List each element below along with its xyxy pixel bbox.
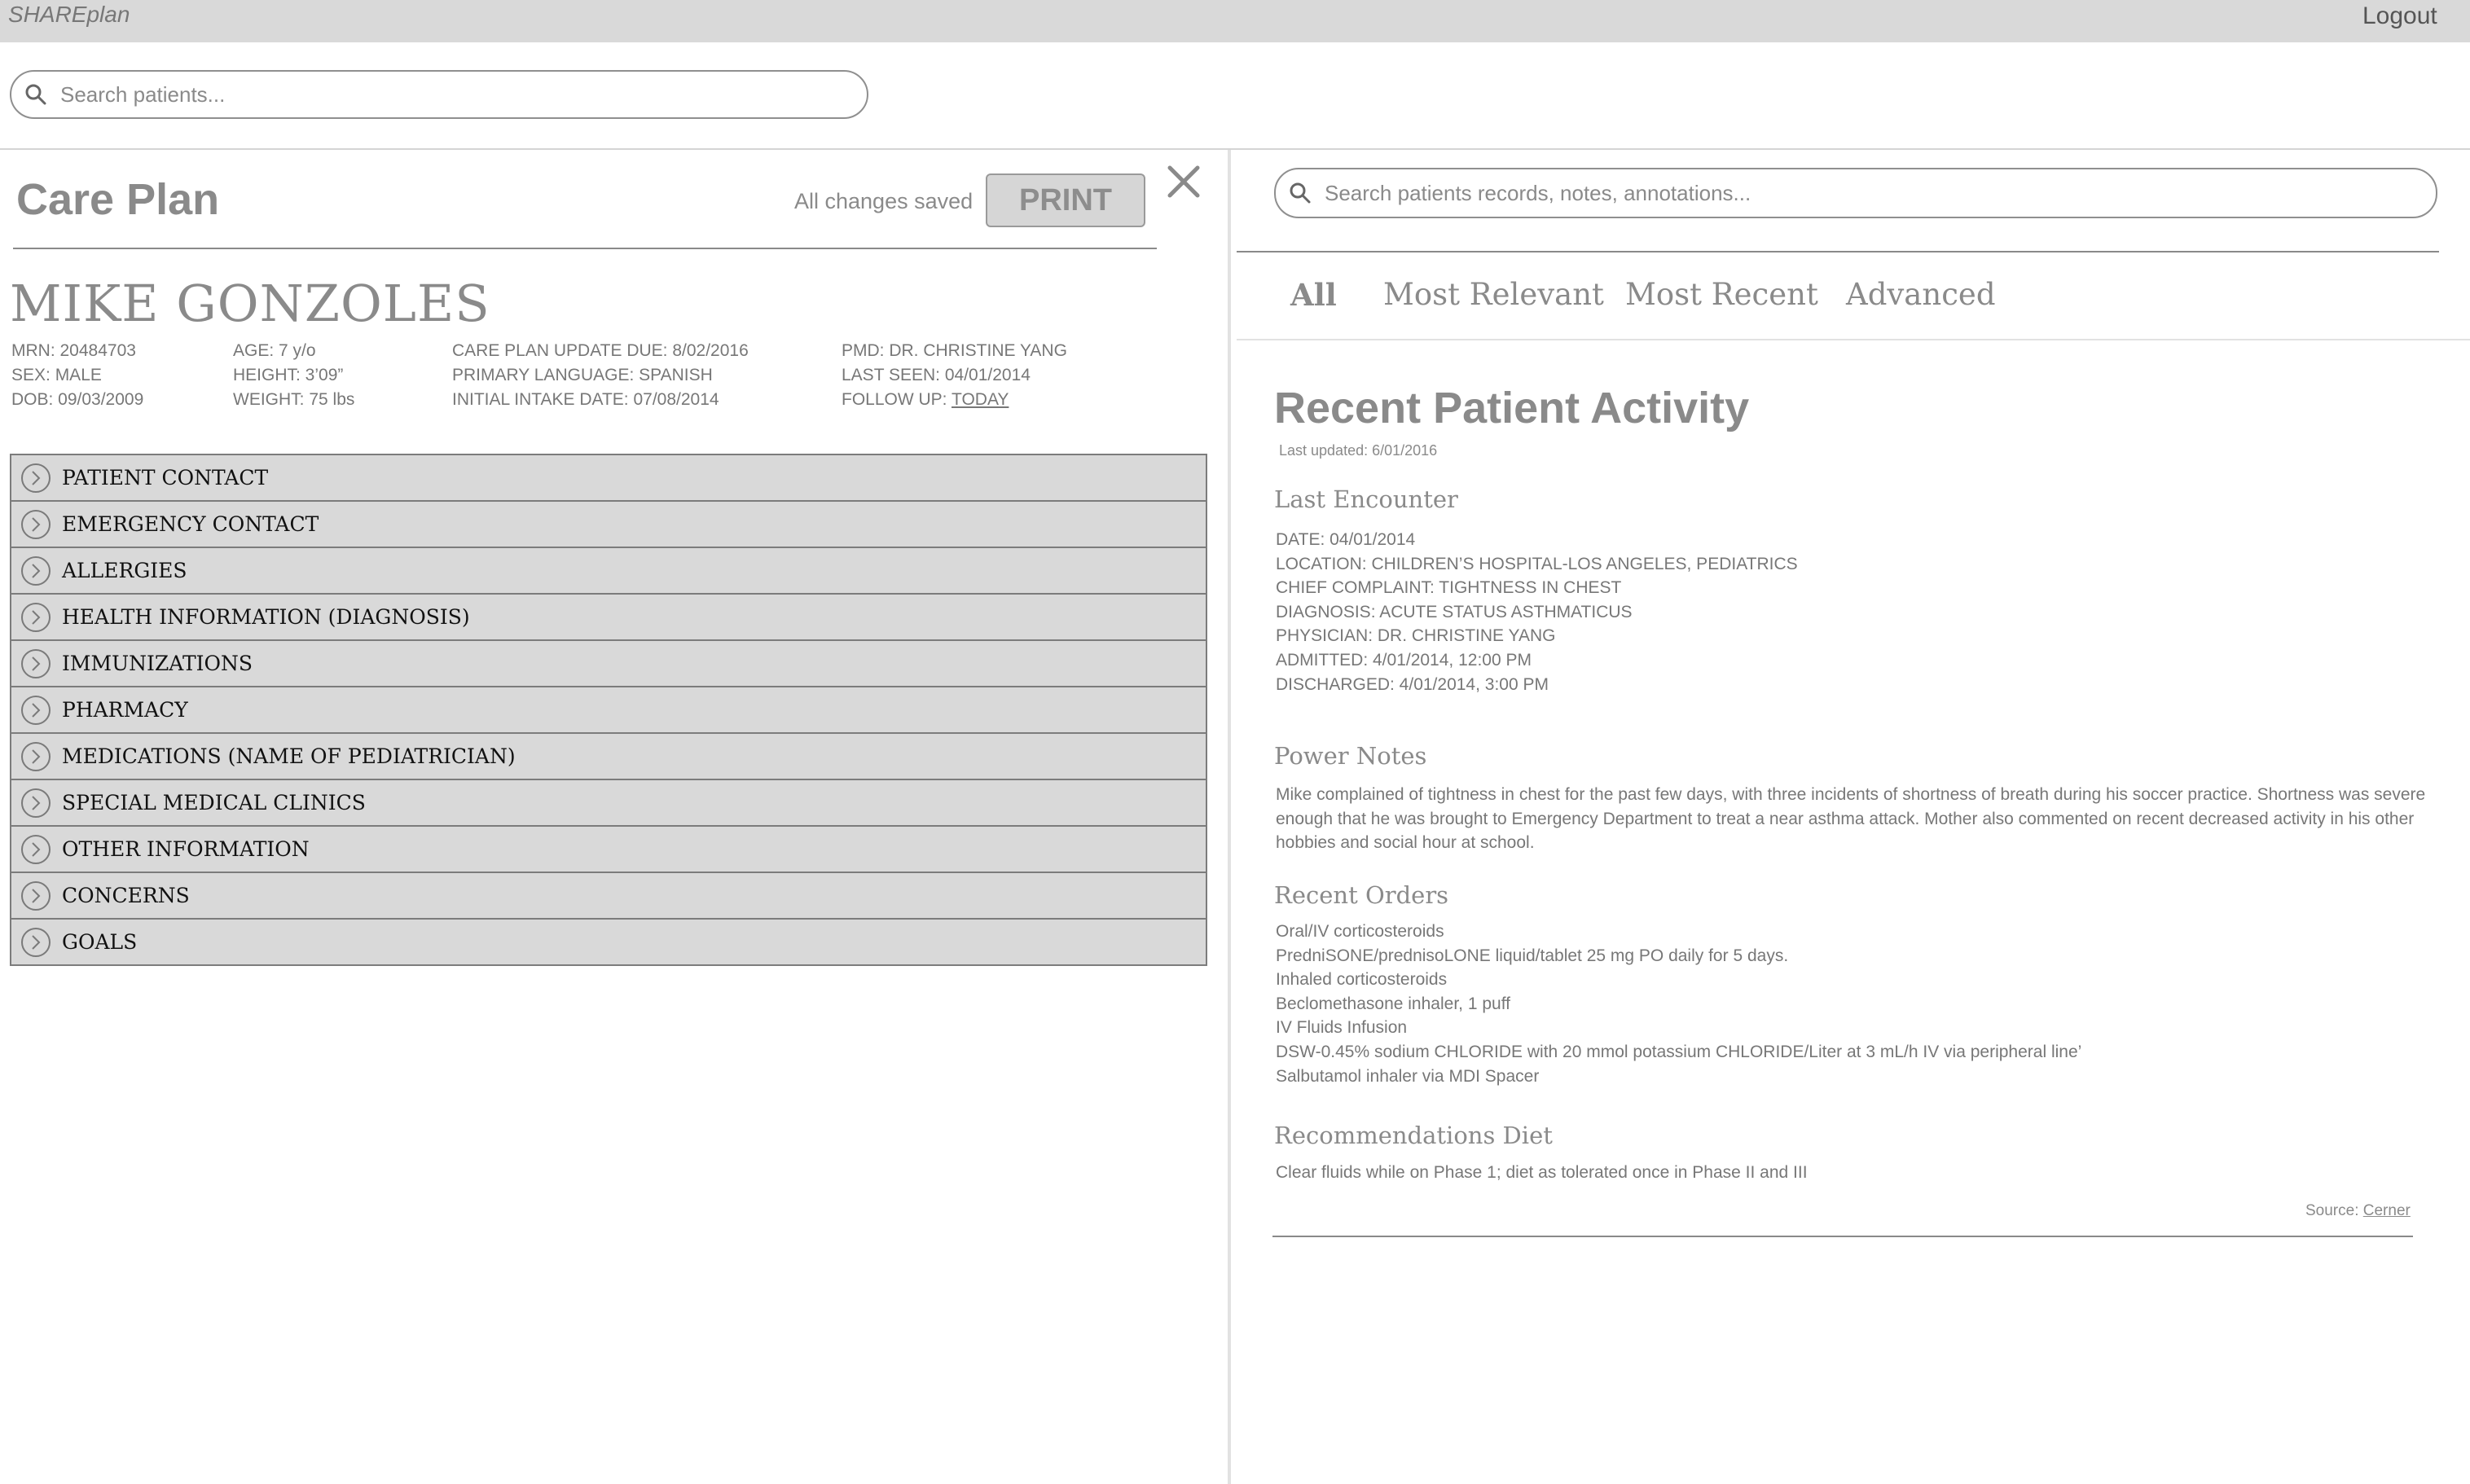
follow-up-today-link[interactable]: TODAY [952, 390, 1009, 409]
chevron-right-circle-icon[interactable] [20, 555, 52, 587]
section-label: GOALS [62, 930, 138, 954]
tab-all[interactable]: All [1290, 277, 1337, 313]
section-label: HEALTH INFORMATION (DIAGNOSIS) [62, 605, 470, 629]
search-icon [1289, 182, 1312, 204]
encounter-detail-line: LOCATION: CHILDREN’S HOSPITAL-LOS ANGELES, PEDIATRICS [1276, 554, 1798, 573]
primary-language-text: PRIMARY LANGUAGE: SPANISH [452, 366, 713, 384]
chevron-right-circle-icon[interactable] [20, 462, 52, 494]
section-label: MEDICATIONS (NAME OF PEDIATRICIAN) [62, 744, 516, 768]
last-encounter-details [1276, 528, 1798, 696]
section-patient-contact[interactable] [10, 454, 1207, 502]
patient-info-column [842, 339, 1067, 412]
follow-up-row [842, 388, 1067, 412]
encounter-detail-line: ADMITTED: 4/01/2014, 12:00 PM [1276, 650, 1532, 670]
care-plan-divider [13, 248, 1157, 249]
chevron-right-circle-icon[interactable] [20, 601, 52, 634]
records-search-input[interactable] [1323, 180, 2436, 207]
chevron-right-circle-icon[interactable] [20, 833, 52, 866]
section-medications-name-of-pediatrician[interactable] [10, 732, 1207, 780]
section-label: CONCERNS [62, 884, 190, 907]
encounter-detail-line: DISCHARGED: 4/01/2014, 3:00 PM [1276, 674, 1549, 694]
section-allergies[interactable] [10, 547, 1207, 595]
section-pharmacy[interactable] [10, 686, 1207, 734]
order-line: Inhaled corticosteroids [1276, 970, 1448, 990]
source-link[interactable]: Cerner [2362, 1202, 2411, 1219]
order-line: Oral/IV corticosteroids [1276, 922, 1444, 941]
weight-text: WEIGHT: 75 lbs [233, 390, 355, 409]
encounter-detail-line: DATE: 04/01/2014 [1276, 530, 1416, 549]
last-encounter-heading: Last Encounter [1274, 485, 1458, 513]
section-concerns[interactable] [10, 872, 1207, 920]
recent-orders-heading: Recent Orders [1274, 881, 1449, 909]
records-divider [1237, 251, 2439, 252]
section-goals[interactable] [10, 918, 1207, 966]
order-line: PredniSONE/prednisoLONE liquid/tablet 25 mg PO daily for 5 days. [1276, 946, 1789, 965]
recent-orders-list [1276, 920, 2081, 1088]
section-other-information[interactable] [10, 825, 1207, 873]
section-immunizations[interactable] [10, 639, 1207, 687]
tab-most-relevant[interactable]: Most Relevant [1383, 277, 1604, 312]
print-button[interactable]: PRINT [986, 173, 1145, 227]
chevron-right-circle-icon[interactable] [20, 694, 52, 727]
top-bar [0, 0, 2470, 42]
sex-text: SEX: MALE [11, 366, 102, 384]
diet-text: Clear fluids while on Phase 1; diet as tolerated once in Phase II and III [1276, 1163, 1808, 1182]
encounter-detail-line: PHYSICIAN: DR. CHRISTINE YANG [1276, 626, 1556, 646]
order-line: Salbutamol inhaler via MDI Spacer [1276, 1066, 1540, 1086]
encounter-detail-line: CHIEF COMPLAINT: TIGHTNESS IN CHEST [1276, 578, 1622, 598]
height-text: HEIGHT: 3’09” [233, 366, 344, 384]
power-notes-text: Mike complained of tightness in chest for the past few days, with three incidents of shortness of breath during his soccer practice. Shortness was severe enough that he was brought to Emergency Department to treat a near asthma attack. Mother also commented on recent decreased activity in his other hobbies and social hour at school. [1276, 785, 2426, 853]
search-icon [24, 83, 47, 106]
activity-divider [1272, 1236, 2413, 1237]
last-seen-text: LAST SEEN: 04/01/2014 [842, 366, 1031, 384]
mrn-text: MRN: 20484703 [11, 341, 136, 360]
source-attribution [2305, 1202, 2411, 1220]
chevron-right-circle-icon[interactable] [20, 648, 52, 680]
care-plan-due-text: CARE PLAN UPDATE DUE: 8/02/2016 [452, 341, 749, 360]
section-label: SPECIAL MEDICAL CLINICS [62, 791, 366, 814]
intake-date-text: INITIAL INTAKE DATE: 07/08/2014 [452, 390, 719, 409]
section-label: PATIENT CONTACT [62, 466, 269, 490]
pmd-text: PMD: DR. CHRISTINE YANG [842, 341, 1067, 360]
pane-divider[interactable] [1228, 150, 1231, 1484]
patient-info-column [11, 339, 143, 412]
tab-advanced[interactable]: Advanced [1846, 277, 1996, 312]
patient-search-input[interactable] [59, 81, 867, 108]
section-label: ALLERGIES [62, 559, 187, 582]
order-line: Beclomethasone inhaler, 1 puff [1276, 994, 1510, 1013]
header-divider [0, 148, 2470, 150]
save-status: All changes saved [794, 189, 973, 213]
tab-most-recent[interactable]: Most Recent [1625, 277, 1818, 312]
chevron-right-circle-icon[interactable] [20, 880, 52, 912]
close-icon[interactable] [1163, 161, 1204, 202]
section-health-information-diagnosis[interactable] [10, 593, 1207, 641]
care-plan-sections [10, 454, 1207, 966]
section-label: EMERGENCY CONTACT [62, 512, 319, 536]
chevron-right-circle-icon[interactable] [20, 926, 52, 959]
diet-heading: Recommendations Diet [1274, 1122, 1553, 1149]
source-label: Source: [2305, 1202, 2359, 1219]
follow-up-label: FOLLOW UP: [842, 390, 947, 409]
recent-activity-title: Recent Patient Activity [1274, 384, 1750, 432]
age-text: AGE: 7 y/o [233, 341, 316, 360]
section-special-medical-clinics[interactable] [10, 779, 1207, 827]
chevron-right-circle-icon[interactable] [20, 740, 52, 773]
section-label: IMMUNIZATIONS [62, 652, 253, 675]
encounter-detail-line: DIAGNOSIS: ACUTE STATUS ASTHMATICUS [1276, 602, 1633, 621]
patient-info-column [452, 339, 749, 412]
patient-name: MIKE GONZOLES [10, 274, 490, 333]
patient-info-column [233, 339, 354, 412]
care-plan-title: Care Plan [16, 175, 220, 224]
order-line: DSW-0.45% sodium CHLORIDE with 20 mmol potassium CHLORIDE/Liter at 3 mL/h IV via peripheral line’ [1276, 1042, 2082, 1061]
last-updated-text: Last updated: 6/01/2016 [1279, 442, 1438, 459]
records-search-bar[interactable] [1274, 168, 2437, 218]
chevron-right-circle-icon[interactable] [20, 508, 52, 541]
section-label: OTHER INFORMATION [62, 837, 310, 861]
section-label: PHARMACY [62, 698, 188, 722]
chevron-right-circle-icon[interactable] [20, 787, 52, 819]
logout-link[interactable]: Logout [2362, 2, 2437, 29]
dob-text: DOB: 09/03/2009 [11, 390, 144, 409]
order-line: IV Fluids Infusion [1276, 1018, 1408, 1038]
patient-search-bar[interactable] [10, 70, 868, 119]
tabs-divider [1237, 339, 2470, 340]
section-emergency-contact[interactable] [10, 500, 1207, 548]
app-title: SHAREplan [8, 2, 130, 27]
power-notes-heading: Power Notes [1274, 742, 1427, 770]
